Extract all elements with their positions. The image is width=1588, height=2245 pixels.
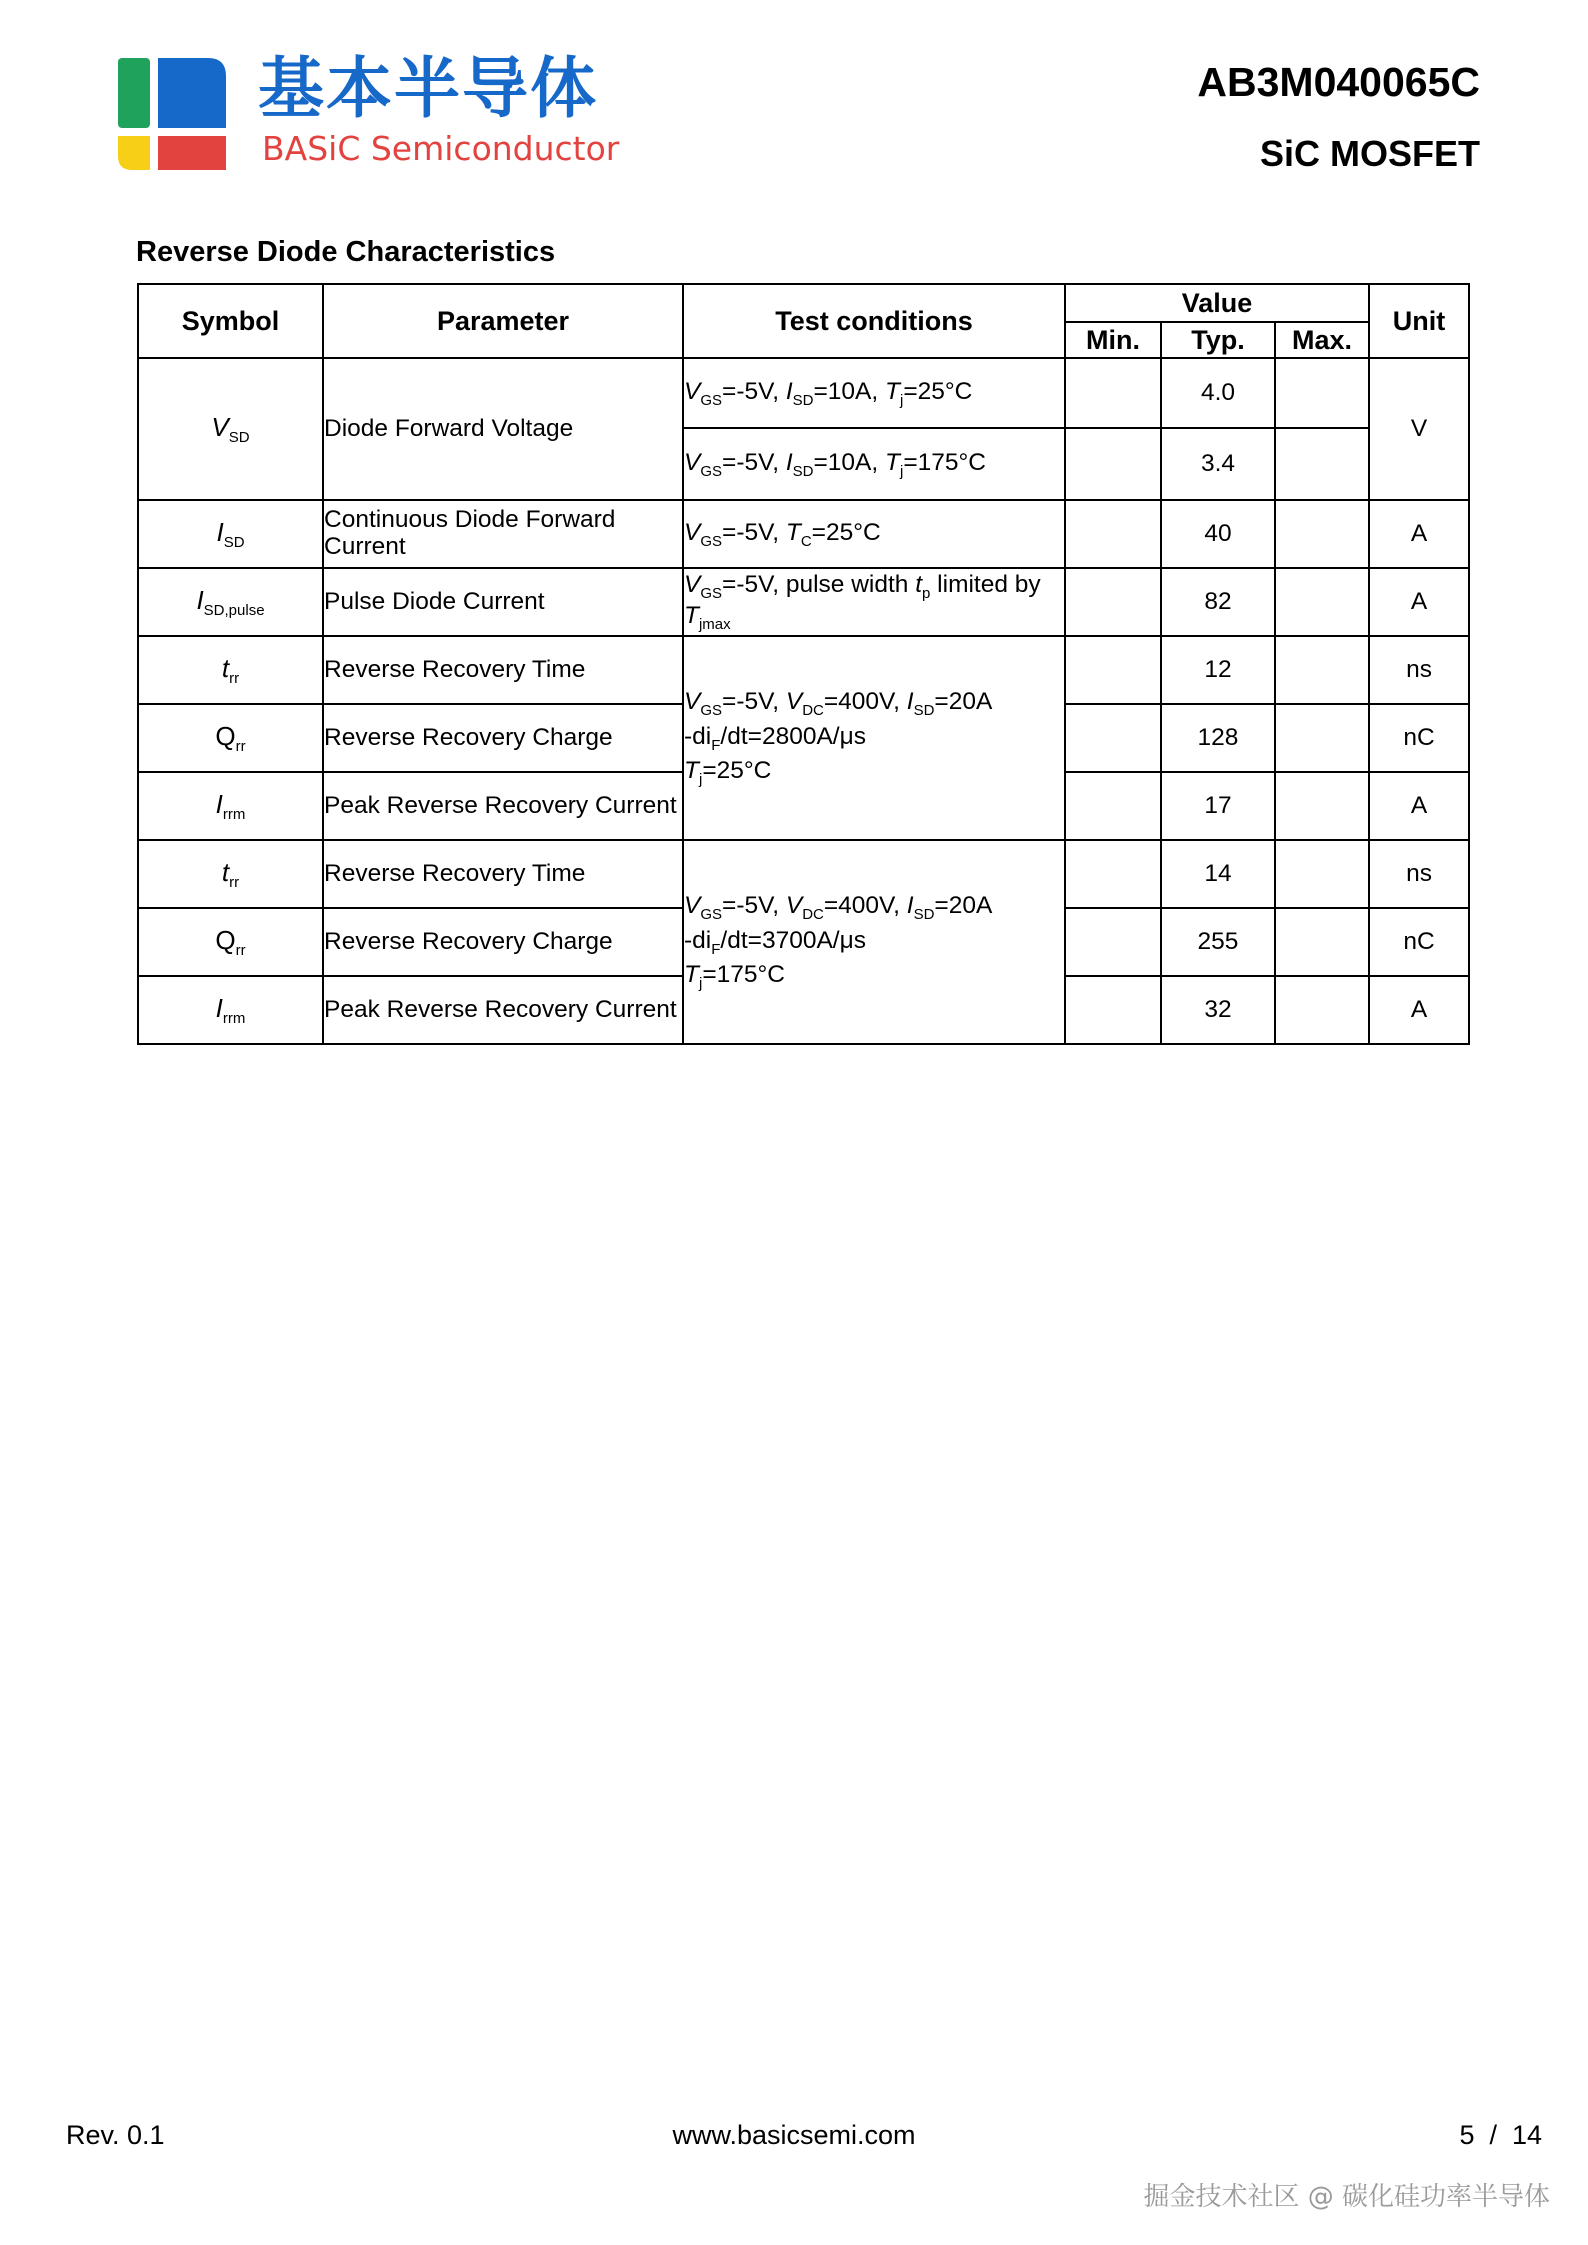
typ-cell: 3.4 xyxy=(1161,428,1275,500)
parameter-cell: Reverse Recovery Charge xyxy=(323,704,683,772)
condition-cell: $V_{GS}=-5V$, $I_{SD}=10A$, $T_j=175^\circ C$ xyxy=(683,428,1065,500)
table-row xyxy=(138,500,1469,568)
parameter-cell: Peak Reverse Recovery Current xyxy=(323,772,683,840)
typ-cell: 82 xyxy=(1161,568,1275,636)
max-cell xyxy=(1275,500,1369,568)
condition-cell xyxy=(683,636,1065,840)
typ-cell: 17 xyxy=(1161,772,1275,840)
min-cell xyxy=(1065,358,1161,428)
condition-line: $T_j=175^\circ C$ xyxy=(684,961,785,993)
max-cell xyxy=(1275,908,1369,976)
condition-cell: $V_{GS}=-5V$, pulse width $t_p$ limited by $T_{jmax}$ xyxy=(683,568,1065,636)
logo-chinese-name: 基本半导体 xyxy=(258,50,598,127)
part-number: AB3M040065C xyxy=(1197,59,1480,105)
condition-line: $V_{GS}=-5V$, $V_{DC}=400V$, $I_{SD}=20A$ xyxy=(684,892,993,924)
unit-cell: A xyxy=(1369,772,1469,840)
header-conditions: Test conditions xyxy=(683,284,1065,358)
min-cell xyxy=(1065,840,1161,908)
parameter-cell: Continuous Diode Forward Current xyxy=(323,500,683,568)
part-type: SiC MOSFET xyxy=(1259,133,1480,174)
max-cell xyxy=(1275,704,1369,772)
symbol-cell: $V_{SD}$ xyxy=(138,358,323,500)
parameter-cell: Reverse Recovery Charge xyxy=(323,908,683,976)
typ-cell: 14 xyxy=(1161,840,1275,908)
max-cell xyxy=(1275,358,1369,428)
min-cell xyxy=(1065,500,1161,568)
header-min: Min. xyxy=(1065,322,1161,358)
condition-line: $-di_F/dt=2800A/\mu s$ xyxy=(684,722,866,754)
revision-label: Rev. 0.1 xyxy=(66,2120,165,2150)
parameter-cell: Reverse Recovery Time xyxy=(323,636,683,704)
logo-blue-block xyxy=(158,58,226,128)
page-number: 5 / 14 xyxy=(1459,2120,1542,2150)
max-cell xyxy=(1275,636,1369,704)
header-unit: Unit xyxy=(1369,284,1469,358)
symbol-cell: $I_{SD,pulse}$ xyxy=(138,568,323,636)
max-cell xyxy=(1275,772,1369,840)
condition-line: $T_j=25^\circ C$ xyxy=(684,757,772,789)
max-cell xyxy=(1275,840,1369,908)
min-cell xyxy=(1065,568,1161,636)
typ-cell: 4.0 xyxy=(1161,358,1275,428)
condition-cell: $V_{GS}=-5V$, $T_C=25^\circ C$ xyxy=(683,500,1065,568)
unit-cell: ns xyxy=(1369,840,1469,908)
symbol-cell: $Q_{rr}$ xyxy=(138,908,323,976)
max-cell xyxy=(1275,976,1369,1044)
typ-cell: 12 xyxy=(1161,636,1275,704)
min-cell xyxy=(1065,636,1161,704)
condition-cell xyxy=(683,840,1065,1044)
reverse-diode-table xyxy=(137,283,1470,1045)
symbol-cell: $t_{rr}$ xyxy=(138,636,323,704)
max-cell xyxy=(1275,568,1369,636)
unit-cell: V xyxy=(1369,358,1469,500)
header-value: Value xyxy=(1065,284,1369,322)
symbol-cell: $I_{rrm}$ xyxy=(138,976,323,1044)
max-cell xyxy=(1275,428,1369,500)
company-logo xyxy=(118,58,226,170)
condition-line: $V_{GS}=-5V$, $V_{DC}=400V$, $I_{SD}=20A$ xyxy=(684,688,993,720)
condition-line: $-di_F/dt=3700A/\mu s$ xyxy=(684,926,866,958)
typ-cell: 255 xyxy=(1161,908,1275,976)
header-parameter: Parameter xyxy=(323,284,683,358)
condition-cell: $V_{GS}=-5V$, $I_{SD}=10A$, $T_j=25^\circ C$ xyxy=(683,358,1065,428)
table-row xyxy=(138,358,1469,428)
watermark: 掘金技术社区 @ 碳化硅功率半导体 xyxy=(1143,2182,1550,2212)
min-cell xyxy=(1065,428,1161,500)
parameter-cell: Reverse Recovery Time xyxy=(323,840,683,908)
unit-cell: A xyxy=(1369,976,1469,1044)
min-cell xyxy=(1065,976,1161,1044)
unit-cell: A xyxy=(1369,568,1469,636)
table-row xyxy=(138,840,1469,908)
header-max: Max. xyxy=(1275,322,1369,358)
min-cell xyxy=(1065,772,1161,840)
table-row xyxy=(138,568,1469,636)
logo-green-block xyxy=(118,58,150,128)
unit-cell: A xyxy=(1369,500,1469,568)
parameter-cell: Peak Reverse Recovery Current xyxy=(323,976,683,1044)
parameter-cell: Diode Forward Voltage xyxy=(323,358,683,500)
typ-cell: 40 xyxy=(1161,500,1275,568)
table-row xyxy=(138,636,1469,704)
logo-yellow-block xyxy=(118,136,150,170)
parameter-cell: Pulse Diode Current xyxy=(323,568,683,636)
unit-cell: nC xyxy=(1369,704,1469,772)
table-header-row xyxy=(138,284,1469,322)
min-cell xyxy=(1065,704,1161,772)
header-symbol: Symbol xyxy=(138,284,323,358)
header-typ: Typ. xyxy=(1161,322,1275,358)
unit-cell: nC xyxy=(1369,908,1469,976)
min-cell xyxy=(1065,908,1161,976)
logo-english-name: BASiC Semiconductor xyxy=(262,129,620,168)
unit-cell: ns xyxy=(1369,636,1469,704)
typ-cell: 128 xyxy=(1161,704,1275,772)
symbol-cell: $I_{rrm}$ xyxy=(138,772,323,840)
symbol-cell: $t_{rr}$ xyxy=(138,840,323,908)
symbol-cell: $Q_{rr}$ xyxy=(138,704,323,772)
typ-cell: 32 xyxy=(1161,976,1275,1044)
section-title: Reverse Diode Characteristics xyxy=(136,236,556,268)
website-link[interactable]: www.basicsemi.com xyxy=(672,2120,916,2150)
logo-red-block xyxy=(158,136,226,170)
symbol-cell: $I_{SD}$ xyxy=(138,500,323,568)
